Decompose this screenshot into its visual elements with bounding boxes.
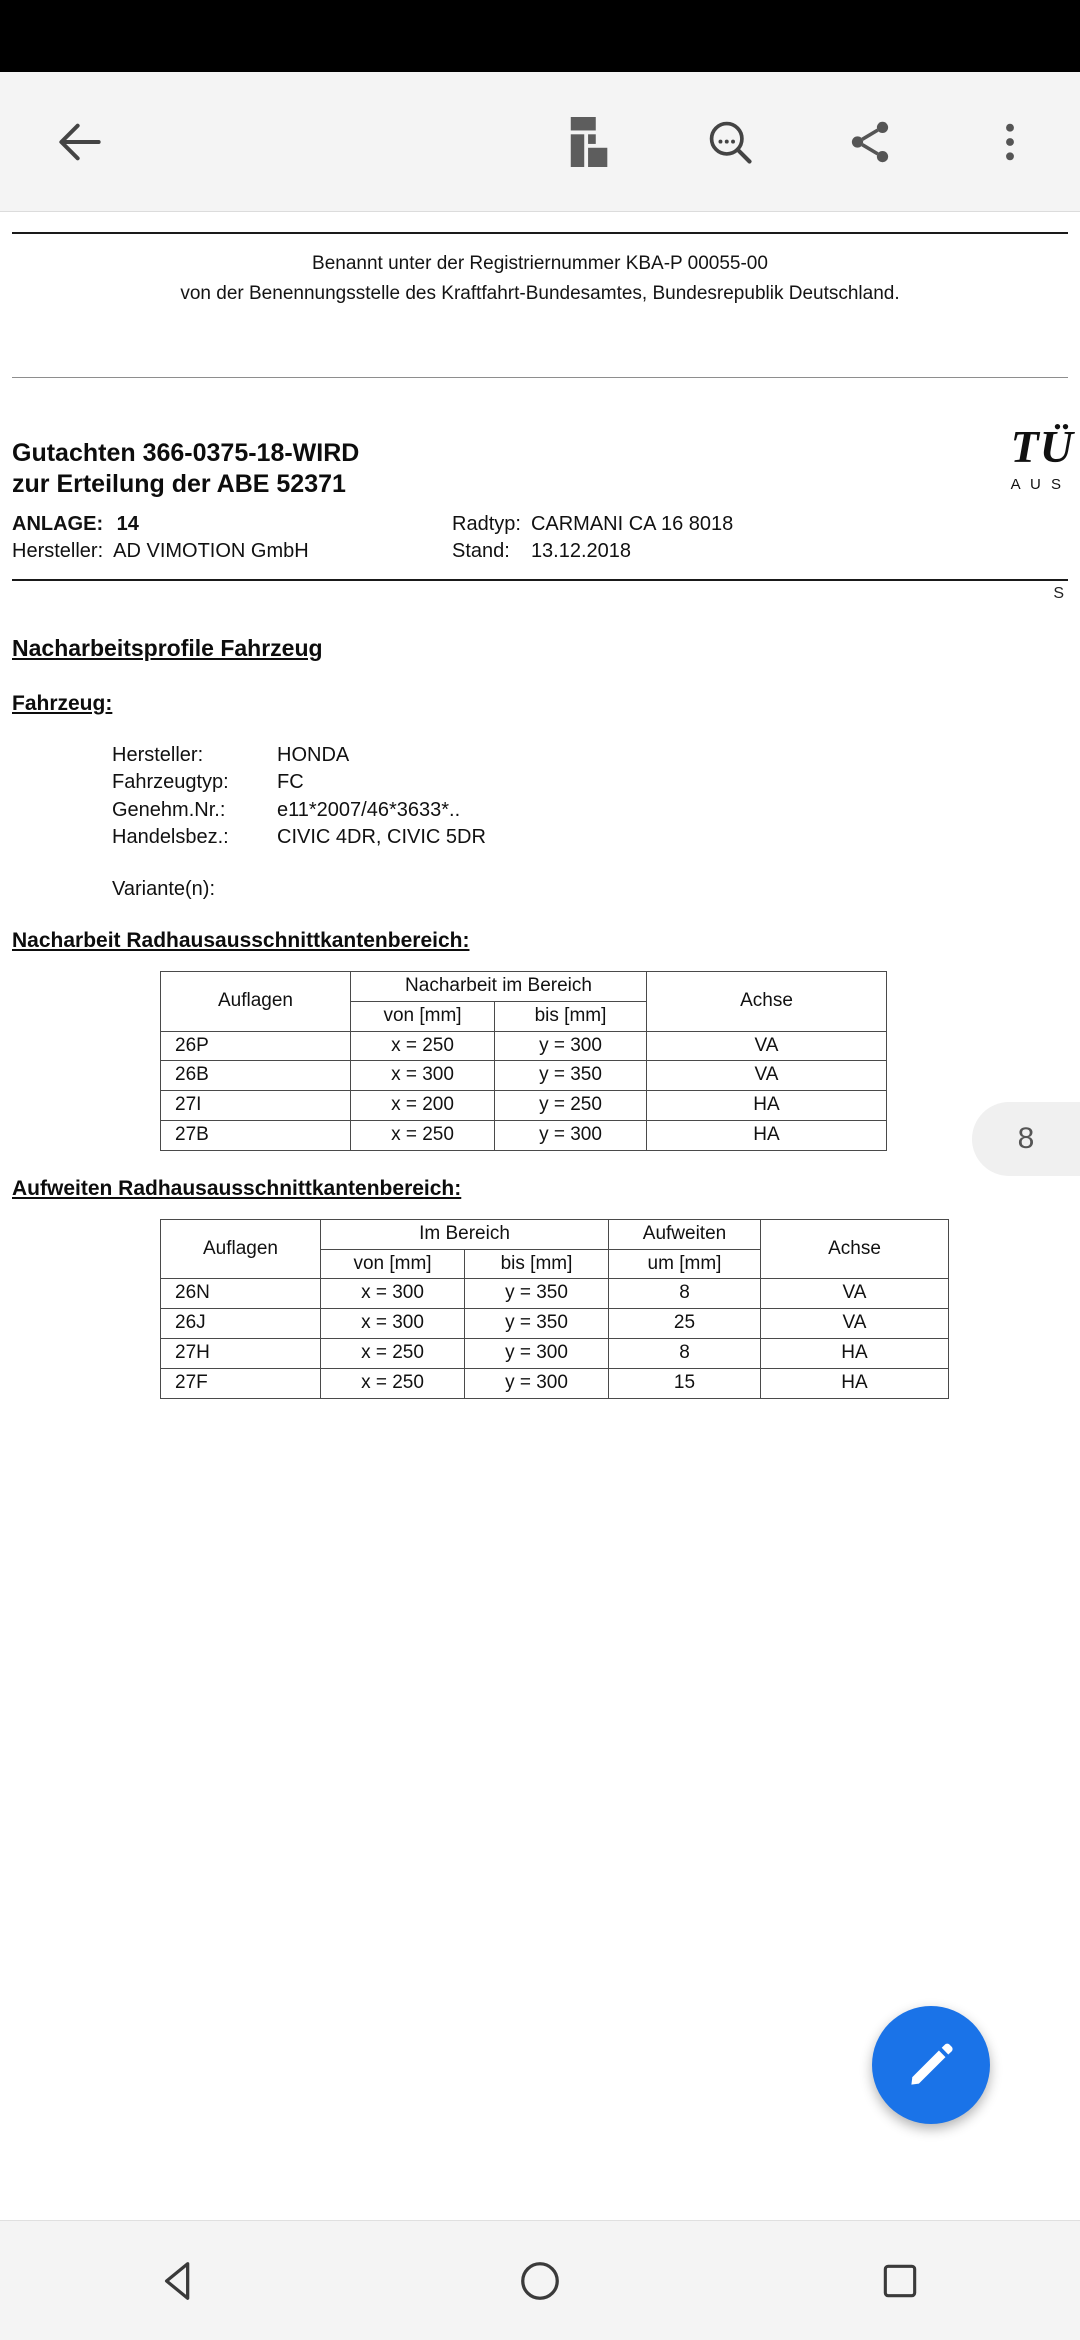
vehicle-field-key: Genehm.Nr.: xyxy=(112,798,226,821)
vehicle-field-key: Hersteller: xyxy=(112,743,204,766)
cell-von: x = 250 xyxy=(321,1368,465,1398)
th-achse: Achse xyxy=(647,971,887,1031)
cell-achse: HA xyxy=(647,1091,887,1121)
spacer-1 xyxy=(12,307,1068,377)
pdf-app-icon xyxy=(565,115,615,169)
cell-von: x = 200 xyxy=(351,1091,495,1121)
overflow-menu-button[interactable] xyxy=(940,117,1080,167)
cell-aufweiten: 25 xyxy=(609,1309,761,1339)
aufweiten-table xyxy=(160,1219,949,1399)
vehicle-field-row xyxy=(112,742,486,770)
cell-bis: y = 300 xyxy=(495,1120,647,1150)
cell-von: x = 300 xyxy=(321,1309,465,1339)
th-von-mm: von [mm] xyxy=(351,1001,495,1031)
share-icon xyxy=(845,117,895,167)
variante-label: Variante(n): xyxy=(112,877,216,900)
cell-bis: y = 250 xyxy=(495,1091,647,1121)
search-icon xyxy=(704,116,756,168)
table-row xyxy=(161,1120,887,1150)
cell-auflage: 27B xyxy=(161,1120,351,1150)
search-button[interactable] xyxy=(660,116,800,168)
cell-von: x = 250 xyxy=(351,1031,495,1061)
vehicle-fields xyxy=(112,742,1068,852)
table-row xyxy=(161,1338,949,1368)
cell-bis: y = 350 xyxy=(495,1061,647,1091)
vehicle-subhead: Fahrzeug: xyxy=(12,691,113,715)
cell-achse: HA xyxy=(647,1120,887,1150)
table2-caption: Aufweiten Radhausausschnittkantenbereich: xyxy=(12,1176,462,1200)
edit-fab-button[interactable] xyxy=(872,2006,990,2124)
spacer-2 xyxy=(12,378,1068,438)
section-title: Nacharbeitsprofile Fahrzeug xyxy=(12,634,323,661)
meta-left-block xyxy=(12,511,452,565)
vehicle-field-key: Handelsbez.: xyxy=(112,826,229,849)
vehicle-field-row xyxy=(112,824,486,852)
cell-von: x = 300 xyxy=(351,1061,495,1091)
cell-auflage: 27H xyxy=(161,1338,321,1368)
cell-achse: HA xyxy=(761,1338,949,1368)
vehicle-field-value: HONDA xyxy=(277,743,350,766)
pdf-page xyxy=(0,212,1080,1399)
cell-achse: VA xyxy=(761,1279,949,1309)
cell-bis: y = 350 xyxy=(465,1309,609,1339)
cell-auflage: 26P xyxy=(161,1031,351,1061)
th-von-mm: von [mm] xyxy=(321,1249,465,1279)
th-auflagen: Auflagen xyxy=(161,971,351,1031)
cell-auflage: 26J xyxy=(161,1309,321,1339)
cell-auflage: 26B xyxy=(161,1061,351,1091)
page-number-badge: 8 xyxy=(972,1102,1080,1176)
meta-right-block xyxy=(452,511,1068,565)
stand-label: Stand: xyxy=(452,539,510,562)
vehicle-field-row xyxy=(112,769,486,797)
anlage-value: 14 xyxy=(116,512,139,535)
registration-note-line2: von der Benennungsstelle des Kraftfahrt-Bundesamtes, Bundesrepublik Deutschland. xyxy=(180,282,900,304)
th-bis-mm: bis [mm] xyxy=(465,1249,609,1279)
side-marker-text: S xyxy=(1053,584,1064,602)
table-row xyxy=(161,1368,949,1398)
app-toolbar xyxy=(0,72,1080,212)
cell-achse: VA xyxy=(761,1309,949,1339)
registration-note-line1: Benannt unter der Registriernummer KBA-P 00055-00 xyxy=(312,253,768,274)
vehicle-field-key: Fahrzeugtyp: xyxy=(112,771,229,794)
system-navigation-bar xyxy=(0,2220,1080,2340)
nacharbeit-table xyxy=(160,971,887,1151)
cell-von: x = 250 xyxy=(351,1120,495,1150)
nav-recents-button[interactable] xyxy=(825,2221,975,2340)
cell-auflage: 26N xyxy=(161,1279,321,1309)
hersteller-label: Hersteller: xyxy=(12,539,104,562)
cell-achse: HA xyxy=(761,1368,949,1398)
cell-aufweiten: 8 xyxy=(609,1279,761,1309)
cell-aufweiten: 15 xyxy=(609,1368,761,1398)
cell-bis: y = 350 xyxy=(465,1279,609,1309)
back-button[interactable] xyxy=(0,114,160,170)
th-achse: Achse xyxy=(761,1219,949,1279)
th-auflagen: Auflagen xyxy=(161,1219,321,1279)
edit-pencil-icon xyxy=(903,2037,959,2093)
table-header-row xyxy=(161,1219,949,1249)
table-row xyxy=(161,1031,887,1061)
th-um-mm: um [mm] xyxy=(609,1249,761,1279)
gutachten-title-line1: Gutachten 366-0375-18-WIRD xyxy=(12,439,360,468)
more-vertical-icon xyxy=(990,117,1030,167)
cell-von: x = 300 xyxy=(321,1279,465,1309)
nav-back-triangle-icon xyxy=(157,2258,203,2304)
nav-home-button[interactable] xyxy=(465,2221,615,2340)
th-nacharbeit-bereich: Nacharbeit im Bereich xyxy=(351,971,647,1001)
anlage-label: ANLAGE: xyxy=(12,512,104,535)
tuv-logo-sub: A U S xyxy=(1010,476,1065,494)
cell-bis: y = 300 xyxy=(465,1368,609,1398)
table-row xyxy=(161,1091,887,1121)
pdf-document-viewport[interactable] xyxy=(0,212,1080,2220)
hersteller-value: AD VIMOTION GmbH xyxy=(113,539,309,562)
nav-home-circle-icon xyxy=(517,2258,563,2304)
table-row xyxy=(161,1309,949,1339)
vehicle-field-value: FC xyxy=(277,771,304,794)
th-bis-mm: bis [mm] xyxy=(495,1001,647,1031)
share-button[interactable] xyxy=(800,117,940,167)
table-row xyxy=(161,1279,949,1309)
stand-value: 13.12.2018 xyxy=(530,539,632,562)
table-header-row xyxy=(161,971,887,1001)
th-aufweiten: Aufweiten xyxy=(609,1219,761,1249)
tuv-logo-main: TÜ xyxy=(1010,421,1074,473)
arrow-left-icon xyxy=(52,114,108,170)
cell-achse: VA xyxy=(647,1031,887,1061)
nav-recents-square-icon xyxy=(878,2259,922,2303)
status-bar xyxy=(0,0,1080,72)
gutachten-title-line2: zur Erteilung der ABE 52371 xyxy=(12,470,346,499)
pdf-app-button[interactable] xyxy=(520,115,660,169)
radtyp-value: CARMANI CA 16 8018 xyxy=(530,512,734,535)
vehicle-field-row xyxy=(112,797,486,825)
cell-auflage: 27I xyxy=(161,1091,351,1121)
nav-back-button[interactable] xyxy=(105,2221,255,2340)
cell-auflage: 27F xyxy=(161,1368,321,1398)
table-row xyxy=(161,1061,887,1091)
radtyp-label: Radtyp: xyxy=(452,512,521,535)
cell-aufweiten: 8 xyxy=(609,1338,761,1368)
table1-caption: Nacharbeit Radhausausschnittkantenbereich: xyxy=(12,928,470,952)
vehicle-field-value: e11*2007/46*3633*.. xyxy=(277,798,461,821)
cell-bis: y = 300 xyxy=(465,1338,609,1368)
cell-bis: y = 300 xyxy=(495,1031,647,1061)
th-im-bereich: Im Bereich xyxy=(321,1219,609,1249)
tuv-logo xyxy=(1010,421,1074,494)
vehicle-field-value: CIVIC 4DR, CIVIC 5DR xyxy=(277,826,486,849)
cell-achse: VA xyxy=(647,1061,887,1091)
cell-von: x = 250 xyxy=(321,1338,465,1368)
